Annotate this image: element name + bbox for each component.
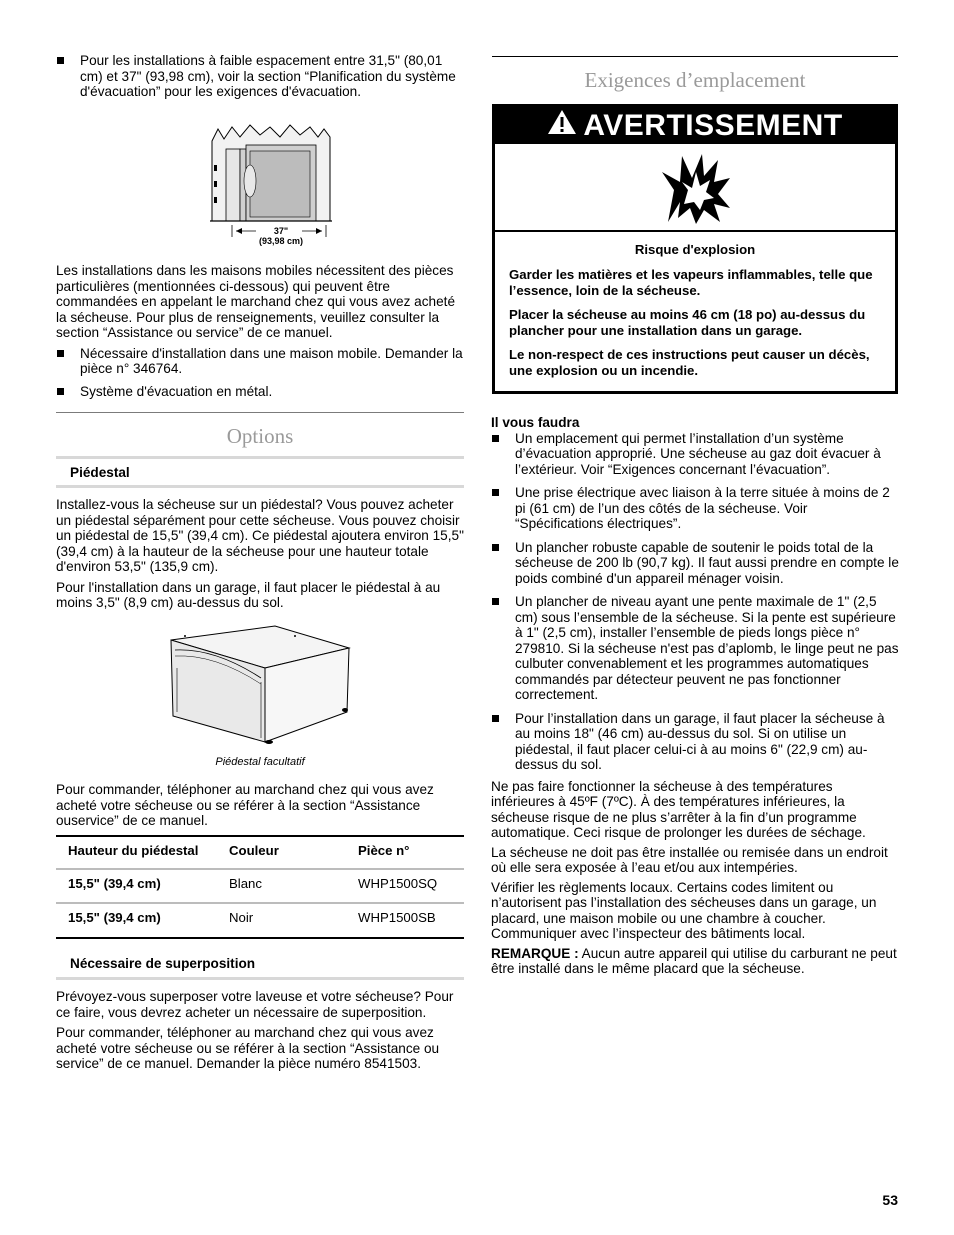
piedestal-text [56,497,464,611]
pedestal-figure [165,620,355,748]
warning-line-3: Le non-respect de ces instructions peut causer un décès, une explosion ou un incendie. [509,346,870,378]
need-item: Un plancher robuste capable de soutenir le poids total de la sécheuse de 200 lb (90,7 kg). Il faut aussi prendre en compte le poids combiné d'un appareil ménager voisin. [491,540,899,587]
options-title: Options [226,424,294,448]
table-cell-height: 15,5" (39,4 cm) [68,910,161,925]
page-number: 53 [882,1192,898,1208]
piedestal-paragraph-1: Installez-vous la sécheuse sur un piédestal? Vous pouvez acheter un piédestal séparément pour cette sécheuse. Vous pouvez choisir un piédestal de 15,5" (39,4 cm). Ce piédestal ajoutera environ 15,5" (39,4 cm) à la hauteur de la sécheuse pour une hauteur totale d'environ 53,5" (135,9 cm). [56,497,464,574]
table-header-part: Pièce n° [358,843,410,858]
warning-line-1: Garder les matières et les vapeurs inflammables, telle que l’essence, loin de la sécheuse. [509,266,873,298]
pedestal-caption: Piédestal facultatif [215,756,305,768]
closet-width-cm: (93,98 cm) [258,236,304,246]
closet-clearance-bullet: Pour les installations à faible espacement entre 31,5" (80,01 cm) et 37" (93,98 cm), voir la section “Planification du système d'évacuation” pour les exigences d'évacuation. [56,53,464,100]
order-text [56,782,464,829]
table-cell-color: Blanc [229,876,262,891]
need-item: Une prise électrique avec liaison à la terre située à moins de 2 pi (61 cm) de l’un des côtés de la sécheuse. Voir “Spécifications électriques”. [491,485,899,532]
closet-width-inches: 37" [273,226,289,236]
warning-title: AVERTISSEMENT [583,109,843,142]
location-requirements-title: Exigences d’emplacement [584,68,806,92]
temperature-paragraph: Ne pas faire fonctionner la sécheuse à des températures inférieures à 45ºF (7ºC). À des températures inférieures, la sécheuse risque de ne plus s’arrêter à la fin d’un programme automatique. Ceci risque de prolonger les durées de séchage. [491,778,866,840]
explosion-pictogram-area [495,144,895,232]
pedestal-table [56,835,464,939]
warning-body [495,232,895,380]
left-column [56,53,464,100]
warning-header [495,107,895,144]
warning-triangle-icon [547,107,577,144]
piedestal-heading-bar-top [56,456,464,459]
table-cell-part: WHP1500SB [358,910,436,925]
metal-exhaust-bullet: Système d'évacuation en métal. [56,384,464,400]
location-divider [492,56,898,57]
stack-kit-heading: Nécessaire de superposition [70,956,256,971]
codes-paragraph: Vérifier les règlements locaux. Certains codes limitent ou n’autorisent pas l’installation des sécheuses dans un garage, un placard, une maison mobile ou une chambre à coucher. Communiquer avec l’inspecteur des bâtiments local. [491,879,877,941]
table-header-color: Couleur [229,843,279,858]
warning-box [492,104,898,394]
need-item: Pour l’installation dans un garage, il faut placer la sécheuse à au moins 18" (46 cm) au-dessus du sol. Si on utilise un piédestal, il faut placer celui-ci à au moins 6" (22,9 cm) au-dessus du sol. [491,711,899,773]
stack-paragraph-2: Pour commander, téléphoner au marchand chez qui vous avez acheté votre sécheuse ou se référer à la section “Assistance ou service” de ce manuel. Demander la pièce numéro 8541503. [56,1025,440,1071]
remark-text: Aucun autre appareil qui utilise du carburant ne peut être installé dans le même placard que la sécheuse. [491,945,897,976]
warning-line-2: Placer la sécheuse au moins 46 cm (18 po) au-dessus du plancher pour une installation dans un garage. [509,306,866,338]
need-item: Un plancher de niveau ayant une pente maximale de 1" (2,5 cm) sous l’ensemble de la sécheuse. Si la pente est supérieure à 1" (2,5 cm), installer l’ensemble de pieds longs pièce n° 279810. Si la sécheuse n'est pas d’aplomb, le linge peut ne pas culbuter convenablement et les programmes automatiques commandés par détecteur peuvent ne pas fonctionner correctement. [491,594,899,703]
closet-width-label [246,226,316,246]
table-row [56,870,464,904]
warning-risk: Risque d'explosion [634,242,756,257]
table-row [56,904,464,939]
piedestal-heading: Piédestal [70,465,130,480]
table-cell-height: 15,5" (39,4 cm) [68,876,161,891]
stack-text [56,989,464,1072]
need-heading: Il vous faudra [491,415,580,430]
piedestal-heading-bar-bottom [56,485,464,488]
table-cell-color: Noir [229,910,254,925]
mobile-kit-bullet: Nécessaire d'installation dans une maison mobile. Demander la pièce n° 346764. [56,346,464,377]
table-header-height: Hauteur du piédestal [68,843,199,858]
piedestal-paragraph-2: Pour l'installation dans un garage, il faut placer le piédestal à au moins 3,5" (8,9 cm) au-dessus du sol. [56,579,441,610]
mobile-home-paragraph: Les installations dans les maisons mobiles nécessitent des pièces particulières (mentionnées ci-dessous) qui peuvent être commandées en appelant le marchand chez qui vous avez acheté la sécheuse. Pour plus de renseignements, veuillez consulter la section “Assistance ou service” de ce manuel. [56,263,455,340]
options-divider [56,412,464,413]
right-column-body [491,415,899,977]
explosion-icon [660,152,732,226]
left-column-body [56,263,464,399]
water-paragraph: La sécheuse ne doit pas être installée ou remisée dans un endroit où elle sera exposée à l’eau et/ou aux intempéries. [491,844,888,875]
need-item: Un emplacement qui permet l’installation d’un système d’évacuation approprié. Une sécheuse au gaz doit évacuer à l’extérieur. Voir “Exigences concernant l’évacuation”. [491,431,899,478]
table-cell-part: WHP1500SQ [358,876,438,891]
remark-paragraph [491,946,899,977]
order-paragraph: Pour commander, téléphoner au marchand chez qui vous avez acheté votre sécheuse ou se référer à la section “Assistance ouservice” de ce manuel. [56,782,434,828]
remark-label: REMARQUE : [491,945,579,961]
stack-heading-bar [56,977,464,980]
table-header-row [56,837,464,870]
stack-paragraph-1: Prévoyez-vous superposer votre laveuse et votre sécheuse? Pour ce faire, vous devrez acheter un nécessaire de superposition. [56,989,454,1020]
